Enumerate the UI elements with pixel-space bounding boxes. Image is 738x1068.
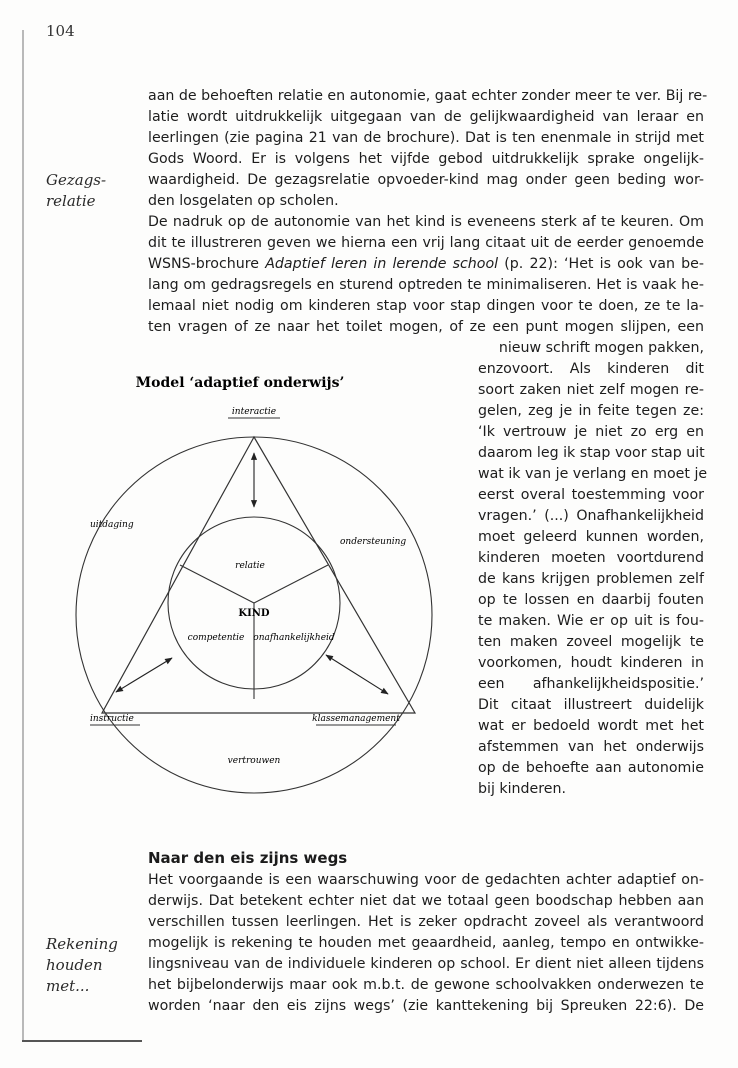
column-text-line: soort zaken niet zelf mogen re- (478, 382, 704, 398)
text-line: mogelijk is rekening te houden met geaardheid, aanleg, tempo en ontwikke- (148, 935, 704, 951)
column-text-line: ‘Ik vertrouw je niet zo erg en (478, 424, 704, 440)
divider-line (254, 565, 328, 603)
column-text-line: afstemmen van het onderwijs (478, 739, 704, 755)
margin-note-line: houden (46, 956, 103, 974)
column-text-line: op te lossen en daarbij fouten (478, 592, 704, 608)
column-text-line: een afhankelijkheidspositie.’ (478, 676, 704, 692)
label-ondersteuning: ondersteuning (340, 537, 407, 547)
column-text-line: gelen, zeg je in feite tegen ze: (478, 403, 704, 419)
margin-note-gezagsrelatie (46, 170, 106, 212)
column-text-line: moet geleerd kunnen worden, (478, 529, 704, 545)
text-line: latie wordt uitdrukkelijk uitgegaan van de gelijkwaardigheid van leraar en (148, 109, 704, 125)
text-line: ten vragen of ze naar het toilet mogen, of ze een punt mogen slijpen, een (148, 319, 704, 335)
page-number: 104 (46, 22, 75, 40)
double-arrow-right (326, 655, 388, 694)
margin-note-line: met... (46, 977, 90, 995)
bottom-margin-rule (22, 1040, 142, 1042)
text-line: Gods Woord. Er is volgens het vijfde gebod uitdrukkelijk sprake ongelijk- (148, 151, 704, 167)
column-text-line: vragen.’ (...) Onafhankelijkheid (478, 508, 704, 524)
paragraph-column (478, 338, 708, 800)
paragraph-autonomie (148, 212, 704, 338)
label-competentie: competentie (187, 633, 245, 643)
column-text-line: wat ik van je verlang en moet je (478, 466, 708, 482)
text-line: lingsniveau van de individuele kinderen op school. Er dient niet alleen tijdens (148, 956, 704, 972)
text-line: waardigheid. De gezagsrelatie opvoeder-kind mag onder geen beding wor- (148, 172, 704, 188)
column-text-line: eerst overal toestemming voor (478, 487, 704, 503)
column-text-line: kinderen moeten voortdurend (478, 550, 704, 566)
column-text-line: Dit citaat illustreert duidelijk (478, 697, 704, 713)
column-text-line: te maken. Wie er op uit is fou- (478, 613, 704, 629)
text-line: den losgelaten op scholen. (148, 193, 339, 209)
label-vertrouwen: vertrouwen (227, 756, 281, 766)
diagram-title: Model ‘adaptief onderwijs’ (135, 375, 345, 391)
label-instructie: instructie (90, 714, 134, 724)
label-uitdaging: uitdaging (90, 520, 134, 530)
column-text-line: de kans krijgen problemen zelf (478, 571, 704, 587)
text-line: het bijbelonderwijs maar ook m.b.t. de gewone schoolvakken onderwezen te (148, 977, 704, 993)
margin-note-line: relatie (46, 192, 96, 210)
left-margin-rule (22, 30, 24, 1040)
text-line: De nadruk op de autonomie van het kind is eveneens sterk af te keuren. Om (148, 214, 704, 230)
text-line-with-title: WSNS-brochure Adaptief leren in lerende school (p. 22): ‘Het is ook van be- (148, 256, 704, 272)
margin-note-line: Rekening (46, 935, 118, 953)
text-line: lang om gedragsregels en sturend optreden te minimaliseren. Het is vaak he- (148, 277, 704, 293)
label-relatie: relatie (235, 561, 265, 571)
paragraph-relatie (148, 86, 708, 212)
label-kind: KIND (238, 608, 270, 619)
margin-note-rekening-houden (46, 934, 118, 997)
column-text-line: wat er bedoeld wordt met het (478, 718, 704, 734)
text-line: Het voorgaande is een waarschuwing voor de gedachten achter adaptief on- (148, 872, 704, 888)
text-line: lemaal niet nodig om kinderen stap voor stap dingen voor te doen, ze te la- (148, 298, 704, 314)
section-heading: Naar den eis zijns wegs (148, 849, 348, 867)
column-text-line: daarom leg ik stap voor stap uit (478, 445, 705, 461)
label-interactie: interactie (231, 407, 277, 417)
label-klassemanagement: klassemanagement (312, 714, 400, 724)
text-line: worden ‘naar den eis zijns wegs’ (zie kanttekening bij Spreuken 22:6). De (148, 998, 704, 1014)
column-text-line: bij kinderen. (478, 781, 567, 797)
label-onafhankelijkheid: onafhankelijkheid (253, 633, 335, 643)
double-arrow-left (116, 658, 172, 692)
column-text-line: nieuw schrift mogen pakken, (498, 340, 704, 356)
text-line: leerlingen (zie pagina 21 van de brochure). Dat is ten enenmale in strijd met (148, 130, 704, 146)
margin-note-line: Gezags- (46, 171, 107, 189)
paragraph-naar-den-eis (148, 870, 704, 1017)
text-line: verschillen tussen leerlingen. Het is zeker opdracht zoveel als verantwoord (148, 914, 704, 930)
column-text-line: voorkomen, houdt kinderen in (478, 655, 704, 671)
text-line: derwijs. Dat betekent echter niet dat we totaal geen boodschap hebben aan (148, 893, 704, 909)
model-adaptief-onderwijs-diagram (70, 355, 462, 815)
text-line: aan de behoeften relatie en autonomie, gaat echter zonder meer te ver. Bij re- (148, 88, 708, 104)
text-line: dit te illustreren geven we hierna een vrij lang citaat uit de eerder genoemde (148, 235, 704, 251)
column-text-line: op de behoefte aan autonomie (478, 760, 704, 776)
column-text-line: enzovoort. Als kinderen dit (478, 361, 704, 377)
column-text-line: ten maken zoveel mogelijk te (478, 634, 704, 650)
